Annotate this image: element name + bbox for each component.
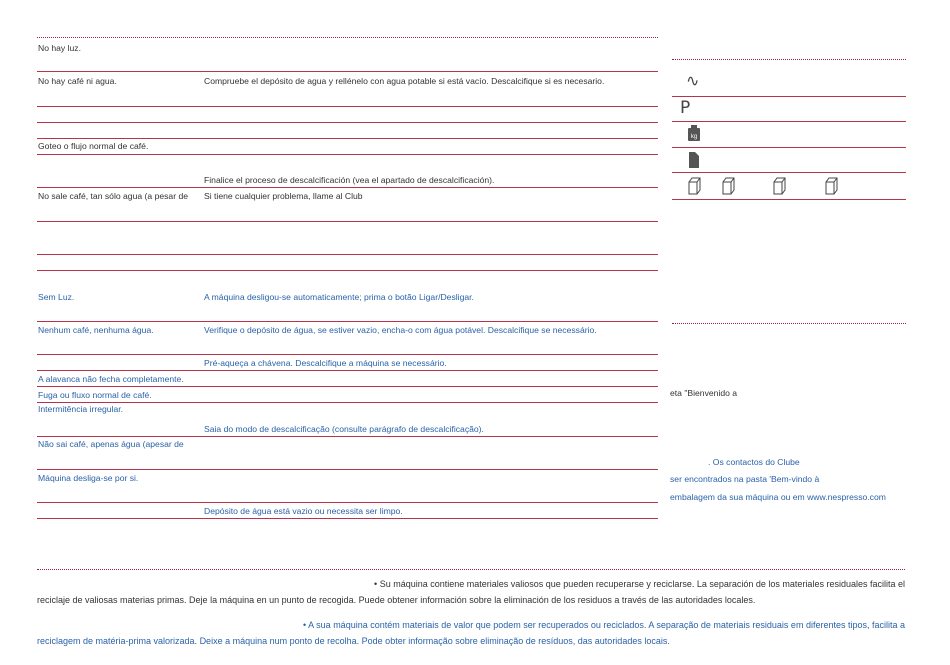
footer-divider [37,569,905,570]
section-divider [672,323,906,324]
table-rule [37,354,658,355]
table-rule [37,502,658,503]
table-rule [37,436,658,437]
contact-text-pt: embalagem da sua máquina ou em www.nespresso.com [670,492,886,502]
section-divider [37,37,658,38]
section-divider [672,59,906,60]
solution-text: Saia do modo de descalcificação (consulte parágrafo de descalcificação). [204,424,484,434]
tilde-power-icon: ∿ [686,73,700,90]
table-rule [37,518,658,519]
pressure-p-icon: P [680,98,691,118]
disposal-line: reciclagem de matéria-prima valorizada. Deixe a máquina num ponto de recolha. Pode obter informação sobre eliminação de resíduos, das autoridades locais. [37,636,670,646]
table-rule [37,122,658,123]
kg-label: kg [690,134,698,140]
problem-text: No sale café, tan sólo agua (a pesar de [38,191,189,201]
tank-icon [689,152,699,170]
problem-text: Não sai café, apenas água (apesar de [38,439,184,449]
problem-text: No hay café ni agua. [38,76,117,86]
table-rule [37,187,658,188]
problem-text: No hay luz. [38,43,81,53]
problem-text: Fuga ou fluxo normal de café. [38,390,152,400]
table-rule [37,154,658,155]
table-rule [37,254,658,255]
problem-text: Sem Luz. [38,292,75,302]
solution-text: Finalice el proceso de descalcificación (vea el apartado de descalcificación). [204,175,495,185]
solution-text: Si tiene cualquier problema, llame al Club [204,191,363,201]
table-rule [37,402,658,403]
disposal-line: • Su máquina contiene materiales valiosos que pueden recuperarse y reciclarse. La separación de los materiales residuales facilita el [374,579,905,589]
dimensions-box-icon [688,177,843,197]
disposal-line: • A sua máquina contém materiais de valor que podem ser recuperados ou reciclados. A separação de materiais residuais em diferentes tipos, facilita a [303,620,905,630]
weight-kg-icon [688,125,700,143]
table-rule [37,71,658,72]
spec-rule [672,172,906,173]
solution-text: Pré-aqueça a chávena. Descalcifique a máquina se necessário. [204,358,447,368]
table-rule [37,221,658,222]
spec-rule [672,199,906,200]
table-rule [37,270,658,271]
spec-rule [672,96,906,97]
problem-text: A alavanca não fecha completamente. [38,374,184,384]
spec-rule [672,121,906,122]
disposal-note-es [37,576,905,608]
table-rule [37,106,658,107]
contact-text-pt: ser encontrados na pasta 'Bem-vindo à [670,474,820,484]
solution-text: A máquina desligou-se automaticamente; prima o botão Ligar/Desligar. [204,292,474,302]
table-rule [37,370,658,371]
contact-text-es: eta "Bienvenido a [670,388,738,398]
spec-rule [672,147,906,148]
solution-text: Verifique o depósito de água, se estiver vazio, encha-o com água potável. Descalcifique se necessário. [204,325,597,335]
problem-text: Goteo o flujo normal de café. [38,141,149,151]
table-rule [37,469,658,470]
solution-text: Compruebe el depósito de agua y rellénelo con agua potable si está vacío. Descalcifique si es necesario. [204,76,605,86]
contact-text-pt: . Os contactos do Clube [708,457,800,467]
table-rule [37,386,658,387]
table-rule [37,138,658,139]
solution-text: Depósito de água está vazio ou necessita ser limpo. [204,506,403,516]
table-rule [37,321,658,322]
disposal-note-pt [37,617,905,649]
problem-text: Máquina desliga-se por si. [38,473,139,483]
problem-text: Intermitência irregular. [38,404,124,414]
disposal-line: reciclaje de valiosas materias primas. Deje la máquina en un punto de recogida. Puede obtener información sobre la eliminación de los residuos a través de las autoridades locales. [37,595,756,605]
problem-text: Nenhum café, nenhuma água. [38,325,154,335]
